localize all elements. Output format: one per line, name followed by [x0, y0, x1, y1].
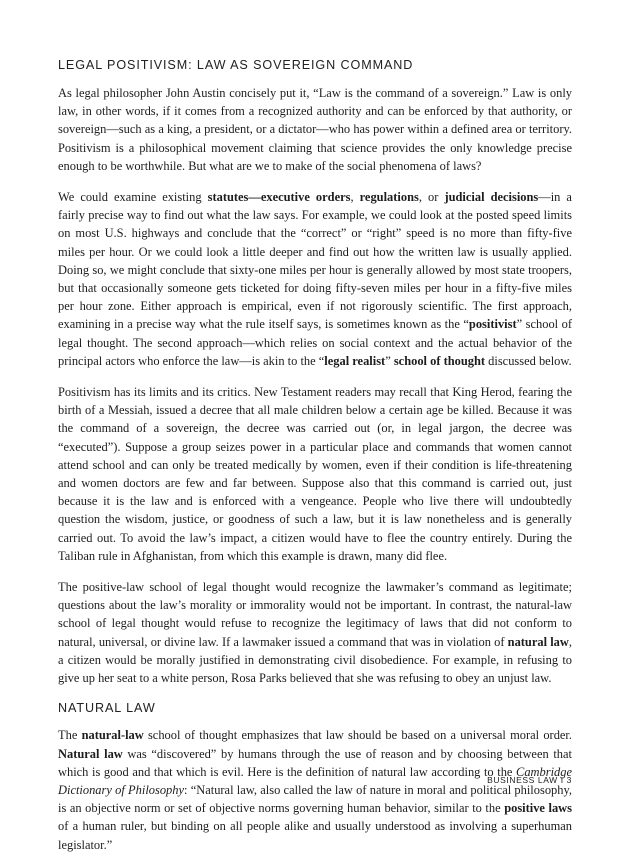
text-run: The — [58, 728, 82, 743]
section-heading-legal-positivism: LEGAL POSITIVISM: LAW AS SOVEREIGN COMMAND — [58, 58, 414, 72]
paragraph-positive-law-school — [58, 578, 572, 687]
term-positive-laws: positive laws — [504, 801, 573, 816]
term-regulations: regulations — [359, 190, 419, 205]
paragraph-austin: As legal philosopher John Austin concisely put it, “Law is the command of a sovereign.” Law is only law, in other words, if it comes from a recognized authority and can be enforced by that authority, or sovereign—such as a king, a president, or a dictator—who has power within a defined area or territory. Positivism is a philosophical movement claiming that science provides the only knowledge precise enough to be worthwhile. But what are we to make of the social phenomena of laws? — [58, 86, 572, 173]
text-run: was “discovered” by humans through the use of reason and by choosing between that which is good and that which is evil. Here is the definition of natural law according to the — [58, 746, 572, 779]
section-heading-natural-law: NATURAL LAW — [58, 701, 156, 716]
term-natural-law-def: Natural law — [58, 746, 123, 761]
text-run: school of thought emphasizes that law should be based on a universal moral order. — [143, 728, 572, 743]
term-legal-realist: legal realist — [324, 353, 386, 368]
term-school-of-thought: school of thought — [393, 353, 486, 368]
text-run: of a human ruler, but binding on all people alike and usually understood as involving a superhuman legislator.” — [58, 819, 572, 852]
text-run: ” school of legal thought. The second approach—which relies on social context and the actual behavior of the principal actors who enforce the law—is akin to the “ — [58, 317, 572, 368]
term-natural-law-school: natural-law — [81, 728, 144, 743]
term-natural-law: natural law — [507, 634, 569, 649]
paragraph-limits-critics: Positivism has its limits and its critics. New Testament readers may recall that King Herod, fearing the birth of a Messiah, issued a decree that all male children below a certain age be killed. Because it was the command of a sovereign, the decree was carried out (or, in legal jargon, the decree was “executed”). Suppose a group seizes power in a particular place and commands that women cannot attend school and can only be treated medically by women, even if their condition is life-threatening and women doctors are few and far between. Suppose also that this command is carried out, just because it is the law and is enforced with a vengeance. People who live there will undoubtedly question the wisdom, justice, or goodness of such a law, but it is law nonetheless and is generally carried out. To avoid the law’s impact, a citizen would have to flee the country entirely. During the Taliban rule in Afghanistan, from which this example is drawn, many did flee. — [58, 385, 572, 563]
term-positivist: positivist — [468, 317, 517, 332]
text-run: We could examine existing — [58, 190, 208, 205]
text-run: The positive-law school of legal thought would recognize the lawmaker’s command as legitimate; questions about the law’s morality or immorality would not be important. In contrast, the natural-law school of legal thought would refuse to recognize the legitimacy of laws that did not conform to natural, universal, or divine law. If a lawmaker issued a command that was in violation of — [58, 580, 572, 649]
paragraph-natural-law — [58, 726, 572, 853]
text-run: —in a fairly precise way to find out what the law says. For example, we could look at the posted speed limits on most U.S. highways and conclude that the “correct” or “right” speed is no more than fifty-five miles per hour. Or we could look a little deeper and find out how the written law is usually applied. Doing so, we might conclude that sixty-one miles per hour is generally allowed by most state troopers, but that occasionally someone gets ticketed for doing fifty-seven miles per hour in a fifty-five miles per hour zone. Either approach is empirical, even if not rigorously scientific. The first approach, examining in a precise way what the rule itself says, is sometimes known as the “ — [58, 190, 572, 332]
text-run: , a citizen would be morally justified in demonstrating civil disobedience. For example, in refusing to give up her seat to a white person, Rosa Parks believed that she was refusing to obey an unjust law. — [58, 634, 572, 686]
paragraph-statutes — [58, 188, 572, 370]
text-run: discussed below. — [485, 353, 572, 368]
term-judicial-decisions: judicial decisions — [444, 190, 539, 205]
page-footer: BUSINESS LAW I 3 — [487, 775, 572, 785]
citation-cambridge-dictionary: Cambridge Dictionary of Philosophy — [58, 764, 572, 797]
text-run: ” — [385, 353, 394, 368]
text-run: , — [350, 190, 360, 205]
term-statutes-executive-orders: statutes—executive orders — [207, 190, 351, 205]
text-run: : “Natural law, also called the law of nature in moral and political philosophy, is an objective norm or set of objective norms governing human behavior, similar to the — [58, 782, 572, 816]
text-run: , or — [418, 190, 445, 205]
